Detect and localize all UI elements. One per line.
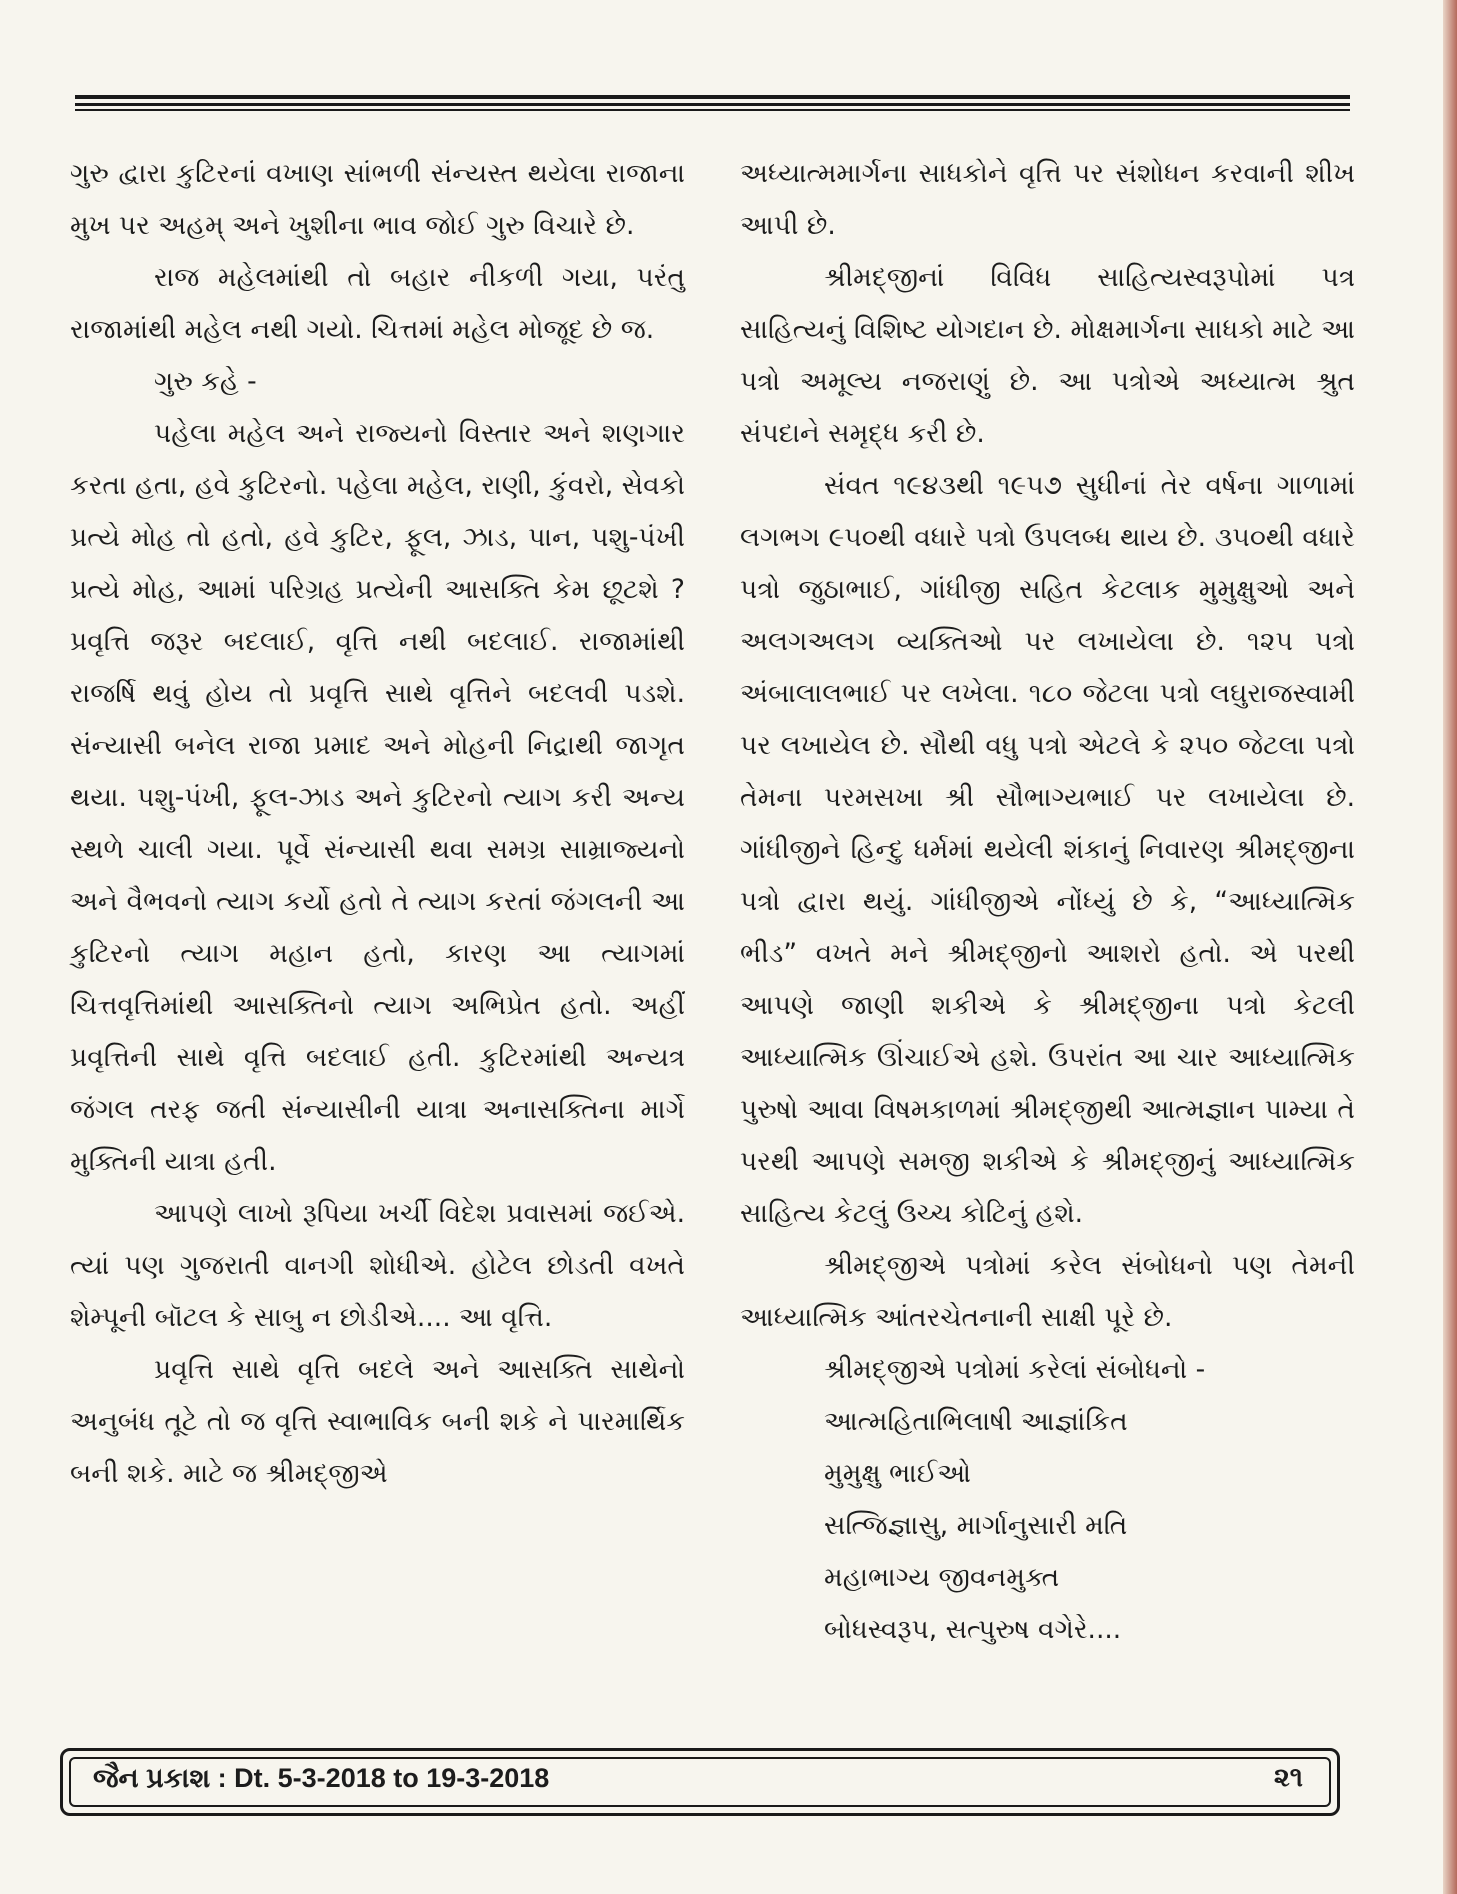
- paragraph: અધ્યાત્મમાર્ગના સાધકોને વૃત્તિ પર સંશોધન કરવાની શીખ આપી છે.: [740, 158, 1355, 241]
- left-column: [70, 148, 685, 1578]
- paragraph: રાજ મહેલમાંથી તો બહાર નીકળી ગયા, પરંતુ રાજામાંથી મહેલ નથી ગયો. ચિત્તમાં મહેલ મોજૂદ છે જ.: [70, 262, 685, 345]
- paragraph: આપણે લાખો રૂપિયા ખર્ચી વિદેશ પ્રવાસમાં જઈએ. ત્યાં પણ ગુજરાતી વાનગી શોધીએ. હોટેલ છોડતી વખતે શેમ્પૂની બૉટલ કે સાબુ ન છોડીએ.... આ વૃત્તિ.: [70, 1198, 685, 1333]
- list-intro: શ્રીમદ્જીએ પત્રોમાં કરેલાં સંબોધનો -: [824, 1354, 1206, 1385]
- header-rule: [75, 95, 1350, 111]
- paragraph: શ્રીમદ્જીએ પત્રોમાં કરેલ સંબોધનો પણ તેમની આધ્યાત્મિક આંતરચેતનાની સાક્ષી પૂરે છે.: [740, 1250, 1355, 1333]
- paragraph: શ્રીમદ્જીનાં વિવિધ સાહિત્યસ્વરૂપોમાં પત્ર સાહિત્યનું વિશિષ્ટ યોગદાન છે. મોક્ષમાર્ગના સાધકો માટે આ પત્રો અમૂલ્ય નજરાણું છે. આ પત્રોએ અધ્યાત્મ શ્રુત સંપદાને સમૃદ્ધ કરી છે.: [740, 262, 1355, 449]
- list-item: આત્મહિતાભિલાષી આજ્ઞાંકિત: [824, 1406, 1128, 1437]
- right-column: [740, 148, 1355, 1645]
- list-item: સત્જિજ્ઞાસુ, માર્ગાનુસારી મતિ: [824, 1510, 1128, 1541]
- list-item: મહાભાગ્ય જીવનમુક્ત: [824, 1562, 1060, 1593]
- page-number: ૨૧: [1273, 1762, 1303, 1793]
- paragraph: ગુરુ કહે -: [154, 366, 257, 397]
- paragraph: પહેલા મહેલ અને રાજ્યનો વિસ્તાર અને શણગાર કરતા હતા, હવે કુટિરનો. પહેલા મહેલ, રાણી, કુંવરો, સેવકો પ્રત્યે મોહ તો હતો, હવે કુટિર, ફૂલ, ઝાડ, પાન, પશુ-પંખી પ્રત્યે મોહ, આમાં પરિગ્રહ પ્રત્યેની આસક્તિ કેમ છૂટશે ? પ્રવૃત્તિ જરૂર બદલાઈ, વૃત્તિ નથી બદલાઈ. રાજામાંથી રાજર્ષિ થવું હોય તો પ્રવૃત્તિ સાથે વૃત્તિને બદલવી પડશે. સંન્યાસી બનેલ રાજા પ્રમાદ અને મોહની નિદ્રાથી જાગૃત થયા. પશુ-પંખી, ફૂલ-ઝાડ અને કુટિરનો ત્યાગ કરી અન્ય સ્થળે ચાલી ગયા. પૂર્વે સંન્યાસી થવા સમગ્ર સામ્રાજ્યનો અને વૈભવનો ત્યાગ કર્યો હતો તે ત્યાગ કરતાં જંગલની આ કુટિરનો ત્યાગ મહાન હતો, કારણ આ ત્યાગમાં ચિત્તવૃત્તિમાંથી આસક્તિનો ત્યાગ અભિપ્રેત હતો. અહીં પ્રવૃત્તિની સાથે વૃત્તિ બદલાઈ હતી. કુટિરમાંથી અન્યત્ર જંગલ તરફ જતી સંન્યાસીની યાત્રા અનાસક્તિના માર્ગે મુક્તિની યાત્રા હતી.: [70, 418, 685, 1177]
- paragraph: સંવત ૧૯૪૩થી ૧૯૫૭ સુધીનાં તેર વર્ષના ગાળામાં લગભગ ૯૫૦થી વધારે પત્રો ઉપલબ્ધ થાય છે. ૩૫૦થી વધારે પત્રો જુઠાભાઈ, ગાંધીજી સહિત કેટલાક મુમુક્ષુઓ અને અલગઅલગ વ્યક્તિઓ પર લખાયેલા છે. ૧૨૫ પત્રો અંબાલાલભાઈ પર લખેલા. ૧૮૦ જેટલા પત્રો લઘુરાજસ્વામી પર લખાયેલ છે. સૌથી વધુ પત્રો એટલે કે ૨૫૦ જેટલા પત્રો તેમના પરમસખા શ્રી સૌભાગ્યભાઈ પર લખાયેલા છે. ગાંધીજીને હિન્દુ ધર્મમાં થયેલી શંકાનું નિવારણ શ્રીમદ્જીના પત્રો દ્વારા થયું. ગાંધીજીએ નોંધ્યું છે કે, “આધ્યાત્મિક ભીડ” વખતે મને શ્રીમદ્જીનો આશરો હતો. એ પરથી આપણે જાણી શકીએ કે શ્રીમદ્જીના પત્રો કેટલી આધ્યાત્મિક ઊંચાઈએ હશે. ઉપરાંત આ ચાર આધ્યાત્મિક પુરુષો આવા વિષમકાળમાં શ્રીમદ્જીથી આત્મજ્ઞાન પામ્યા તે પરથી આપણે સમજી શકીએ કે શ્રીમદ્જીનું આધ્યાત્મિક સાહિત્ય કેટલું ઉચ્ચ કોટિનું હશે.: [740, 470, 1355, 1229]
- list-item: બોધસ્વરૂપ, સત્પુરુષ વગેરે....: [824, 1614, 1122, 1645]
- page-edge-shadow: [1443, 0, 1457, 1894]
- footer-box: [60, 1748, 1340, 1816]
- paragraph: ગુરુ દ્વારા કુટિરનાં વખાણ સાંભળી સંન્યસ્ત થયેલા રાજાના મુખ પર અહમ્ અને ખુશીના ભાવ જોઈ ગુરુ વિચારે છે.: [70, 158, 685, 241]
- paragraph: પ્રવૃત્તિ સાથે વૃત્તિ બદલે અને આસક્તિ સાથેનો અનુબંધ તૂટે તો જ વૃત્તિ સ્વાભાવિક બની શકે ને પારમાર્થિક બની શકે. માટે જ શ્રીમદ્જીએ: [70, 1354, 685, 1489]
- list-item: મુમુક્ષુ ભાઈઓ: [824, 1458, 971, 1489]
- publication-line: જૈન પ્રકાશ : Dt. 5-3-2018 to 19-3-2018: [93, 1763, 550, 1793]
